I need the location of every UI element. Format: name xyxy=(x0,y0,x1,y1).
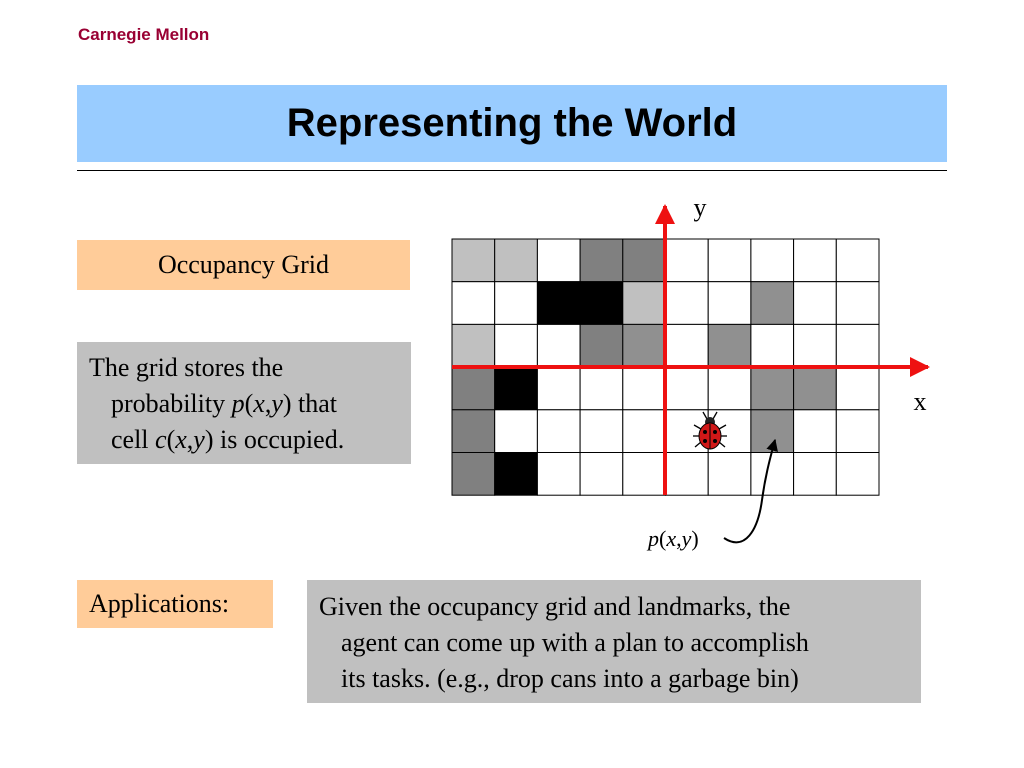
grid-cell xyxy=(537,239,580,282)
grid-cell xyxy=(751,324,794,367)
grid-cell xyxy=(452,367,495,410)
grid-cell xyxy=(666,239,709,282)
grid-cell xyxy=(495,367,538,410)
grid-cell xyxy=(537,282,580,325)
brand-wordmark: Carnegie Mellon xyxy=(78,25,210,44)
grid-cell xyxy=(580,410,623,453)
grid-cell xyxy=(666,453,709,496)
grid-cell xyxy=(623,239,666,282)
grid-cell xyxy=(452,410,495,453)
grid-cell xyxy=(537,324,580,367)
grid-cell xyxy=(836,282,879,325)
grid-cell xyxy=(794,239,837,282)
applications-label: Applications: xyxy=(89,589,230,618)
description-line-1: The grid stores the xyxy=(89,353,284,382)
grid-cell xyxy=(580,282,623,325)
grid-cell xyxy=(580,453,623,496)
grid-cell xyxy=(623,324,666,367)
applications-line-1: Given the occupancy grid and landmarks, the xyxy=(319,592,791,621)
grid-cell xyxy=(666,367,709,410)
occupancy-grid-label: Occupancy Grid xyxy=(157,250,330,279)
grid-cell xyxy=(708,239,751,282)
applications-line-2: agent can come up with a plan to accomplish xyxy=(341,628,809,657)
grid-cell xyxy=(794,453,837,496)
probability-label: p(x,y) xyxy=(648,526,699,551)
grid-cell xyxy=(537,453,580,496)
grid-cell xyxy=(623,453,666,496)
grid-cell xyxy=(452,453,495,496)
applications-line-3: its tasks. (e.g., drop cans into a garbage bin) xyxy=(341,664,799,693)
grid-cell xyxy=(794,282,837,325)
slide-title: Representing the World xyxy=(286,101,738,145)
description-line-3: cell c(x,y) is occupied. xyxy=(111,425,345,454)
description-line-2: probability p(x,y) that xyxy=(111,389,338,418)
grid-cell xyxy=(708,282,751,325)
grid-cell xyxy=(580,367,623,410)
grid-cell xyxy=(495,453,538,496)
grid-cell xyxy=(495,239,538,282)
x-axis-label: x xyxy=(913,387,927,416)
grid-cell xyxy=(751,453,794,496)
grid-cell xyxy=(495,410,538,453)
grid-cell xyxy=(452,324,495,367)
grid-cell xyxy=(452,239,495,282)
grid-cell xyxy=(537,367,580,410)
grid-cell xyxy=(836,453,879,496)
grid-cell xyxy=(580,324,623,367)
grid-cell xyxy=(495,324,538,367)
grid-cell xyxy=(708,367,751,410)
grid-cell xyxy=(623,410,666,453)
grid-cell xyxy=(836,410,879,453)
grid-cell xyxy=(708,453,751,496)
grid-cell xyxy=(836,324,879,367)
grid-cell xyxy=(751,239,794,282)
grid-cell xyxy=(666,282,709,325)
grid-cell xyxy=(452,282,495,325)
grid-cell xyxy=(751,282,794,325)
grid-cell xyxy=(495,282,538,325)
grid-cell xyxy=(794,410,837,453)
grid-cell xyxy=(794,367,837,410)
grid-cell xyxy=(836,239,879,282)
grid-cell xyxy=(666,324,709,367)
y-axis-label: y xyxy=(693,193,707,222)
grid-cell xyxy=(836,367,879,410)
grid-cell xyxy=(751,367,794,410)
grid-cell xyxy=(708,324,751,367)
grid-cell xyxy=(751,410,794,453)
grid-cell xyxy=(794,324,837,367)
grid-cell xyxy=(580,239,623,282)
grid-cell xyxy=(537,410,580,453)
grid-cell xyxy=(623,367,666,410)
grid-cell xyxy=(623,282,666,325)
